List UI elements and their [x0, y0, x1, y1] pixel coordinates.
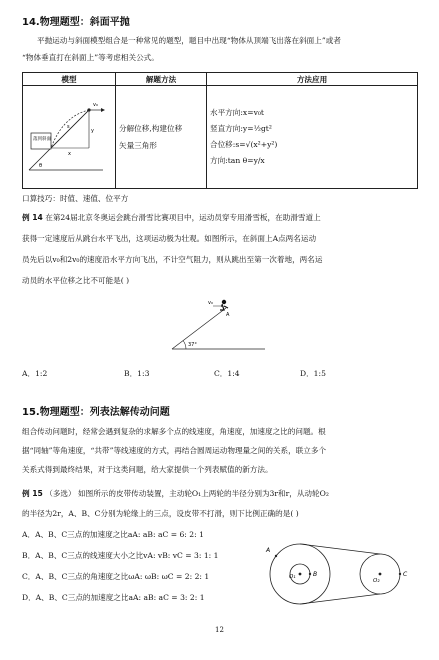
example-14-line-3: 员先后以v₀和2v₀的速度沿水平方向飞出，不计空气阻力，则从跳出至第一次着地，两名运	[22, 255, 323, 264]
fig-s-label: s	[67, 124, 70, 130]
example-14-line-2: 获得一定速度后从跳台水平飞出，这项运动极为壮观。如图所示，在斜面上A点两名运动	[22, 234, 317, 243]
table-header-application: 方法应用	[207, 73, 418, 86]
example-15-line-2: 的半径为2r，A、B、C分别为轮缘上的三点，设皮带不打滑，则下比例正确的是( )	[22, 509, 299, 518]
section-14-title: 14.物理题型：斜面平抛	[22, 17, 130, 28]
option-14-d: D．1:5	[300, 369, 326, 378]
formula-table	[22, 72, 418, 189]
example-14-label: 例 14	[22, 213, 43, 222]
example-14-text-1: 在第24届北京冬奥运会跳台滑雪比赛项目中，运动员穿专用滑雪板，在助滑雪道上	[45, 213, 321, 222]
section-15-para-2: 据“同轴”等角速度，“共带”等线速度的方式，再结合圆周运动物理量之间的关系，联立多个	[22, 446, 327, 455]
fig-v0-label: v₀	[93, 102, 98, 108]
formula-vertical: 竖直方向:y=½gt²	[210, 124, 272, 133]
section-15-para-1: 组合传动问题时，经常会遇到复杂的求解多个点的线速度，角速度，加速度之比的问题。根	[22, 427, 326, 436]
example-14-line-1	[22, 212, 420, 224]
intro-line-1: 平抛运动与斜面模型组合是一种常见的题型，题目中出现“物体从顶端飞出落在斜面上”或者	[37, 36, 341, 45]
fig-theta-label: θ	[39, 163, 43, 169]
example-14-line-4: 动员的水平位移之比不可能是( )	[22, 276, 130, 285]
page-number: 12	[215, 626, 224, 634]
option-14-b: B．1:3	[124, 369, 150, 378]
method-cell	[116, 86, 207, 189]
ski-fig-v0: v₀	[208, 300, 213, 306]
belt-fig-c: C	[403, 571, 408, 578]
intro-line-2: “物体垂直打在斜面上”等考虑相关公式。	[22, 53, 159, 62]
example-15-tag: （多选）	[45, 489, 76, 498]
formula-direction: 方向:tan θ=y/x	[210, 156, 265, 165]
ski-fig-a: A	[226, 312, 230, 318]
table-header-method: 解题方法	[116, 73, 207, 86]
method-line-2: 矢量三角形	[119, 141, 157, 150]
section-15-para-3: 关系式得到最终结果，对于这类问题，给大家提供一个列表赋值的新方法。	[22, 465, 273, 474]
belt-fig-a: A	[266, 547, 271, 554]
option-15-d: D．A、B、C三点的加速度之比aA: aB: aC = 3: 2: 1	[22, 593, 205, 602]
ski-fig-angle: 37°	[188, 342, 197, 348]
incline-model-diagram	[23, 86, 109, 186]
option-14-a: A．1:2	[22, 369, 48, 378]
belt-drive-figure	[262, 540, 427, 612]
fig-y-label: y	[91, 128, 94, 134]
option-15-a: A．A、B、C三点的加速度之比aA: aB: aC = 6: 2: 1	[22, 530, 204, 539]
ski-jump-figure	[150, 292, 270, 354]
table-header-model: 模型	[23, 73, 116, 86]
formula-displacement: 合位移:s=√(x²+y²)	[210, 140, 278, 149]
option-15-c: C．A、B、C三点的角速度之比ωA: ωB: ωC = 2: 2: 1	[22, 572, 210, 581]
belt-fig-o2: O₂	[373, 578, 380, 584]
tip-line: 口算技巧：时值、速值、位平方	[22, 194, 129, 203]
example-15-line-1	[22, 488, 420, 500]
formula-horizontal: 水平方向:x=v₀t	[210, 108, 264, 117]
model-figure-cell	[23, 86, 116, 189]
belt-fig-o1: O₁	[289, 574, 296, 580]
belt-fig-b: B	[313, 571, 318, 578]
fig-x-label: x	[68, 151, 71, 157]
option-15-b: B．A、B、C三点的线速度大小之比vA: vB: vC = 3: 1: 1	[22, 551, 219, 560]
section-15-title: 15.物理题型：列表法解传动问题	[22, 407, 170, 418]
example-15-label: 例 15	[22, 489, 43, 498]
formula-cell	[207, 86, 418, 189]
option-14-c: C．1:4	[214, 369, 240, 378]
method-line-1: 分解位移,构建位移	[119, 124, 183, 133]
fig-box-label: 落到斜面	[33, 137, 51, 142]
example-15-text-1: 如图所示的皮带传动装置，主动轮O₁上两轮的半径分别为3r和r，从动轮O₂	[78, 489, 329, 498]
